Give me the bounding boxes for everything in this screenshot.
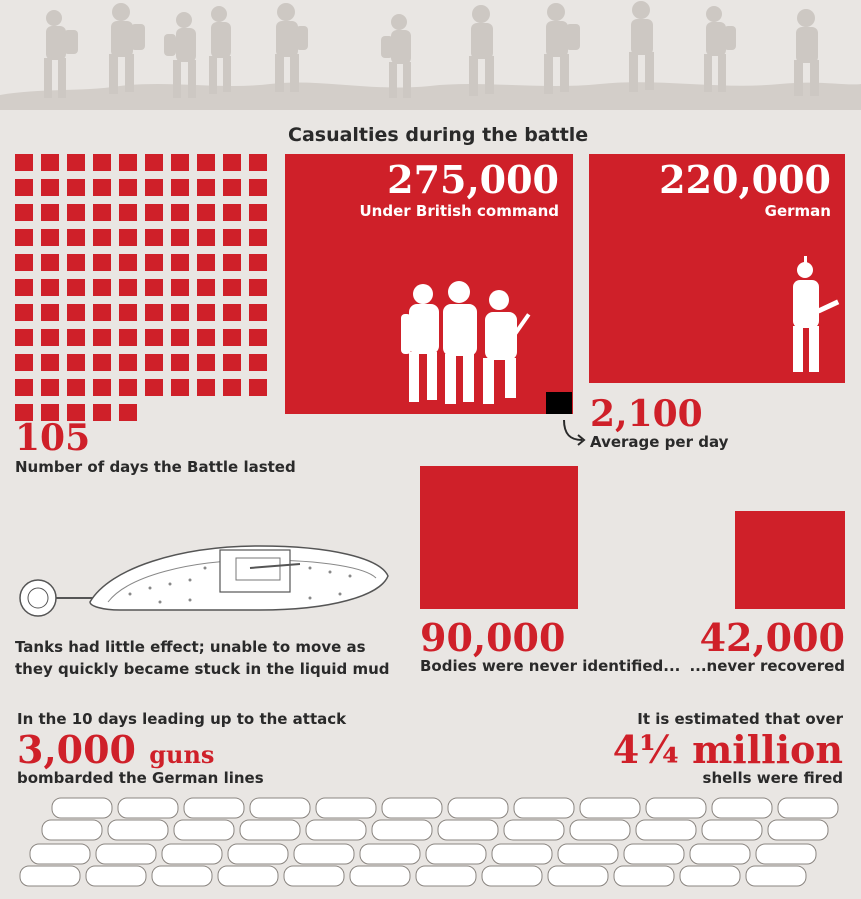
day-square bbox=[41, 254, 59, 271]
day-square bbox=[41, 179, 59, 196]
day-square bbox=[67, 379, 85, 396]
day-square bbox=[119, 204, 137, 221]
shell-shape bbox=[778, 798, 838, 818]
day-square bbox=[93, 204, 111, 221]
day-square bbox=[93, 279, 111, 296]
shell-shape bbox=[492, 844, 552, 864]
shell-shape bbox=[294, 844, 354, 864]
day-square bbox=[41, 229, 59, 246]
day-square bbox=[223, 279, 241, 296]
shell-shape bbox=[240, 820, 300, 840]
shells-value: 4¼ million bbox=[612, 727, 843, 772]
day-square bbox=[119, 179, 137, 196]
per-day-square bbox=[546, 392, 572, 414]
day-square bbox=[197, 154, 215, 171]
day-square bbox=[67, 204, 85, 221]
day-square bbox=[93, 379, 111, 396]
day-square bbox=[223, 329, 241, 346]
unrecovered-value: 42,000 bbox=[699, 615, 845, 660]
british-casualties-label: Under British command bbox=[359, 202, 559, 220]
day-square bbox=[171, 304, 189, 321]
shell-shape bbox=[636, 820, 696, 840]
day-square bbox=[93, 154, 111, 171]
per-day-value: 2,100 bbox=[590, 393, 703, 435]
shell-shape bbox=[30, 844, 90, 864]
shell-shape bbox=[152, 866, 212, 886]
day-square bbox=[119, 254, 137, 271]
shell-shape bbox=[438, 820, 498, 840]
shell-shape bbox=[228, 844, 288, 864]
day-square bbox=[67, 254, 85, 271]
day-square bbox=[249, 204, 267, 221]
day-square bbox=[171, 254, 189, 271]
shell-shape bbox=[570, 820, 630, 840]
shell-shape bbox=[426, 844, 486, 864]
day-square bbox=[93, 179, 111, 196]
shell-shape bbox=[482, 866, 542, 886]
shell-shape bbox=[52, 798, 112, 818]
shell-shape bbox=[250, 798, 310, 818]
day-square bbox=[67, 279, 85, 296]
days-square-grid bbox=[15, 154, 267, 421]
german-soldier-icon bbox=[781, 254, 841, 378]
day-square bbox=[249, 354, 267, 371]
day-square bbox=[171, 279, 189, 296]
day-square bbox=[119, 279, 137, 296]
shell-shape bbox=[756, 844, 816, 864]
days-value: 105 bbox=[15, 417, 91, 459]
british-casualties-value: 275,000 bbox=[387, 157, 559, 202]
shell-shape bbox=[712, 798, 772, 818]
shell-shape bbox=[108, 820, 168, 840]
day-square bbox=[41, 204, 59, 221]
day-square bbox=[171, 204, 189, 221]
shell-shape bbox=[316, 798, 376, 818]
curved-arrow-icon bbox=[560, 418, 590, 448]
day-square bbox=[223, 379, 241, 396]
day-square bbox=[145, 254, 163, 271]
day-square bbox=[197, 379, 215, 396]
shell-shape bbox=[360, 844, 420, 864]
day-square bbox=[41, 304, 59, 321]
shell-shape bbox=[184, 798, 244, 818]
day-square bbox=[223, 304, 241, 321]
day-square bbox=[119, 379, 137, 396]
day-square bbox=[197, 179, 215, 196]
day-square bbox=[171, 154, 189, 171]
day-square bbox=[171, 229, 189, 246]
day-square bbox=[41, 329, 59, 346]
shells-intro: It is estimated that over bbox=[637, 710, 843, 728]
day-square bbox=[119, 304, 137, 321]
shell-shape bbox=[284, 866, 344, 886]
shell-shape bbox=[350, 866, 410, 886]
shell-shape bbox=[20, 866, 80, 886]
day-square bbox=[223, 179, 241, 196]
day-square bbox=[119, 154, 137, 171]
day-square bbox=[15, 304, 33, 321]
day-square bbox=[15, 154, 33, 171]
day-square bbox=[15, 204, 33, 221]
shell-shape bbox=[624, 844, 684, 864]
unrecovered-box bbox=[735, 511, 845, 609]
day-square bbox=[93, 329, 111, 346]
day-square bbox=[15, 254, 33, 271]
unidentified-box bbox=[420, 466, 578, 609]
shell-shape bbox=[746, 866, 806, 886]
day-square bbox=[119, 404, 137, 421]
day-square bbox=[249, 329, 267, 346]
tanks-caption-line1: Tanks had little effect; unable to move as bbox=[15, 638, 366, 656]
german-casualties-value: 220,000 bbox=[659, 157, 831, 202]
day-square bbox=[41, 379, 59, 396]
day-square bbox=[93, 229, 111, 246]
day-square bbox=[171, 179, 189, 196]
shell-shape bbox=[372, 820, 432, 840]
day-square bbox=[67, 154, 85, 171]
shell-shape bbox=[646, 798, 706, 818]
shell-shape bbox=[504, 820, 564, 840]
shell-shape bbox=[702, 820, 762, 840]
day-square bbox=[249, 379, 267, 396]
shells-pile-illustration bbox=[0, 792, 861, 899]
day-square bbox=[249, 229, 267, 246]
day-square bbox=[15, 354, 33, 371]
day-square bbox=[93, 404, 111, 421]
day-square bbox=[93, 354, 111, 371]
shell-shape bbox=[118, 798, 178, 818]
day-square bbox=[119, 329, 137, 346]
day-square bbox=[249, 154, 267, 171]
day-square bbox=[223, 229, 241, 246]
day-square bbox=[145, 229, 163, 246]
day-square bbox=[15, 229, 33, 246]
day-square bbox=[93, 254, 111, 271]
day-square bbox=[249, 304, 267, 321]
day-square bbox=[145, 154, 163, 171]
day-square bbox=[249, 279, 267, 296]
guns-label: bombarded the German lines bbox=[17, 769, 264, 787]
shell-shape bbox=[42, 820, 102, 840]
guns-unit: guns bbox=[149, 740, 215, 769]
day-square bbox=[223, 354, 241, 371]
shell-shape bbox=[162, 844, 222, 864]
guns-value: 3,000 bbox=[17, 727, 136, 772]
tanks-caption-line2: they quickly became stuck in the liquid mud bbox=[15, 660, 390, 678]
tanks-caption bbox=[15, 636, 390, 680]
day-square bbox=[197, 329, 215, 346]
shell-shape bbox=[448, 798, 508, 818]
day-square bbox=[67, 179, 85, 196]
shell-shape bbox=[580, 798, 640, 818]
unrecovered-label: ...never recovered bbox=[689, 657, 845, 675]
day-square bbox=[249, 179, 267, 196]
shell-shape bbox=[416, 866, 476, 886]
day-square bbox=[119, 229, 137, 246]
day-square bbox=[67, 329, 85, 346]
unidentified-value: 90,000 bbox=[420, 615, 566, 660]
shell-shape bbox=[680, 866, 740, 886]
day-square bbox=[171, 329, 189, 346]
tank-illustration bbox=[10, 538, 390, 618]
day-square bbox=[197, 279, 215, 296]
day-square bbox=[145, 204, 163, 221]
shell-shape bbox=[96, 844, 156, 864]
shell-shape bbox=[558, 844, 618, 864]
day-square bbox=[145, 279, 163, 296]
shell-shape bbox=[306, 820, 366, 840]
british-casualties-box bbox=[285, 154, 573, 414]
casualties-title: Casualties during the battle bbox=[288, 124, 589, 146]
german-casualties-label: German bbox=[764, 202, 831, 220]
day-square bbox=[15, 179, 33, 196]
day-square bbox=[171, 379, 189, 396]
shells-label: shells were fired bbox=[702, 769, 843, 787]
day-square bbox=[223, 204, 241, 221]
shell-shape bbox=[382, 798, 442, 818]
shell-shape bbox=[514, 798, 574, 818]
day-square bbox=[171, 354, 189, 371]
day-square bbox=[249, 254, 267, 271]
guns-intro: In the 10 days leading up to the attack bbox=[17, 710, 347, 728]
day-square bbox=[145, 354, 163, 371]
unidentified-label: Bodies were never identified... bbox=[420, 657, 681, 675]
day-square bbox=[15, 379, 33, 396]
day-square bbox=[223, 154, 241, 171]
shell-shape bbox=[218, 866, 278, 886]
day-square bbox=[145, 304, 163, 321]
day-square bbox=[41, 154, 59, 171]
day-square bbox=[197, 229, 215, 246]
day-square bbox=[41, 354, 59, 371]
day-square bbox=[67, 304, 85, 321]
days-label: Number of days the Battle lasted bbox=[15, 458, 296, 476]
day-square bbox=[197, 204, 215, 221]
shell-shape bbox=[548, 866, 608, 886]
shell-shape bbox=[690, 844, 750, 864]
shell-shape bbox=[86, 866, 146, 886]
day-square bbox=[223, 254, 241, 271]
soldiers-silhouette-banner bbox=[0, 0, 861, 110]
day-square bbox=[93, 304, 111, 321]
day-square bbox=[145, 379, 163, 396]
day-square bbox=[145, 329, 163, 346]
per-day-label: Average per day bbox=[590, 433, 729, 451]
day-square bbox=[15, 279, 33, 296]
day-square bbox=[145, 179, 163, 196]
day-square bbox=[15, 329, 33, 346]
shell-shape bbox=[614, 866, 674, 886]
shell-shape bbox=[768, 820, 828, 840]
day-square bbox=[197, 254, 215, 271]
day-square bbox=[119, 354, 137, 371]
day-square bbox=[67, 354, 85, 371]
german-casualties-box bbox=[589, 154, 845, 383]
day-square bbox=[67, 229, 85, 246]
day-square bbox=[197, 304, 215, 321]
shell-shape bbox=[174, 820, 234, 840]
day-square bbox=[41, 279, 59, 296]
day-square bbox=[197, 354, 215, 371]
